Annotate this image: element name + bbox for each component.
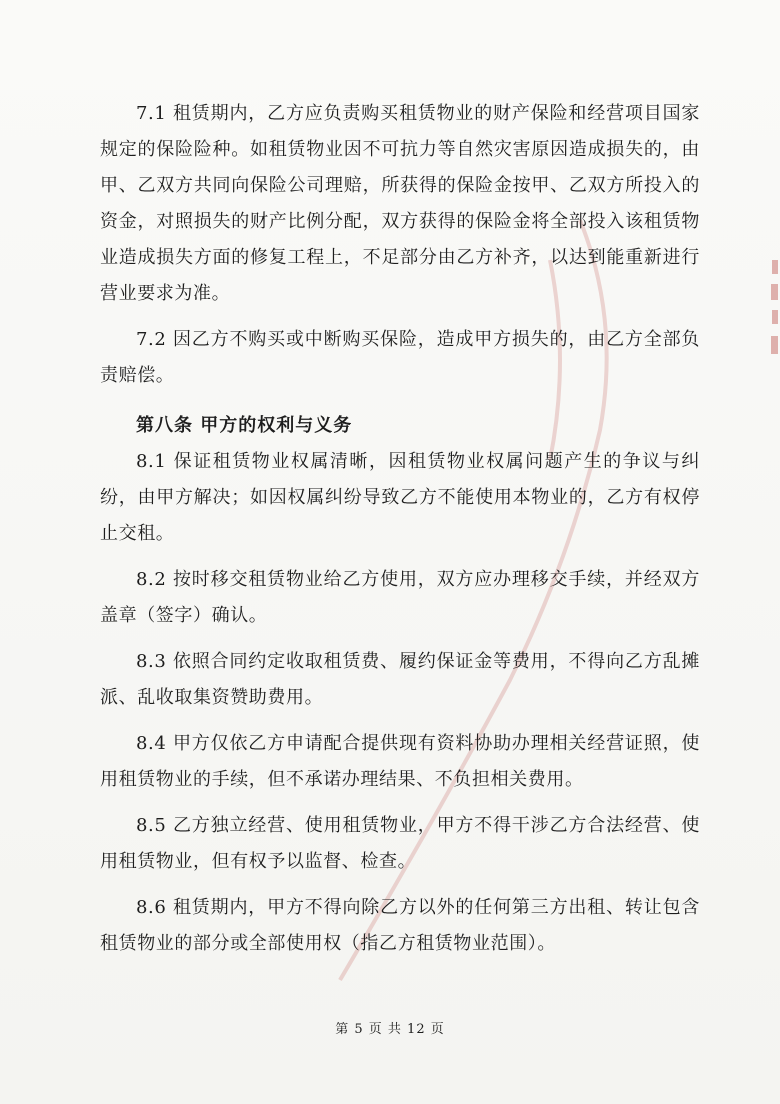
clause-8-4: 8.4 甲方仅依乙方申请配合提供现有资料协助办理相关经营证照，使用租赁物业的手续，但不承诺办理结果、不负担相关费用。 [100,733,700,790]
clause-8-3: 8.3 依照合同约定收取租赁费、履约保证金等费用，不得向乙方乱摊派、乱收取集资赞助费用。 [100,651,700,708]
clause-7-2: 7.2 因乙方不购买或中断购买保险，造成甲方损失的，由乙方全部负责赔偿。 [100,329,700,386]
clause-7-1: 7.1 租赁期内，乙方应负责购买租赁物业的财产保险和经营项目国家规定的保险险种。如租赁物业因不可抗力等自然灾害原因造成损失的，由甲、乙双方共同向保险公司理赔，所获得的保险金按甲、乙双方所投入的资金，对照损失的财产比例分配，双方获得的保险金将全部投入该租赁物业造成损失方面的修复工程上，不足部分由乙方补齐，以达到能重新进行营业要求为准。 [100,103,700,304]
page-number: 第 5 页 共 12 页 [335,1022,445,1037]
clause-8-1: 8.1 保证租赁物业权属清晰，因租赁物业权属问题产生的争议与纠纷，由甲方解决；如因权属纠纷导致乙方不能使用本物业的，乙方有权停止交租。 [100,451,700,544]
clause-8-6: 8.6 租赁期内，甲方不得向除乙方以外的任何第三方出租、转让包含租赁物业的部分或全部使用权（指乙方租赁物业范围）。 [100,897,700,954]
clause-8-2: 8.2 按时移交租赁物业给乙方使用，双方应办理移交手续，并经双方盖章（签字）确认。 [100,569,700,626]
paging-seal-fragment [766,250,780,370]
clause-8-5: 8.5 乙方独立经营、使用租赁物业，甲方不得干涉乙方合法经营、使用租赁物业，但有权予以监督、检查。 [100,815,700,872]
document-body [100,96,700,962]
article-8-heading: 第八条 甲方的权利与义务 [136,415,353,436]
